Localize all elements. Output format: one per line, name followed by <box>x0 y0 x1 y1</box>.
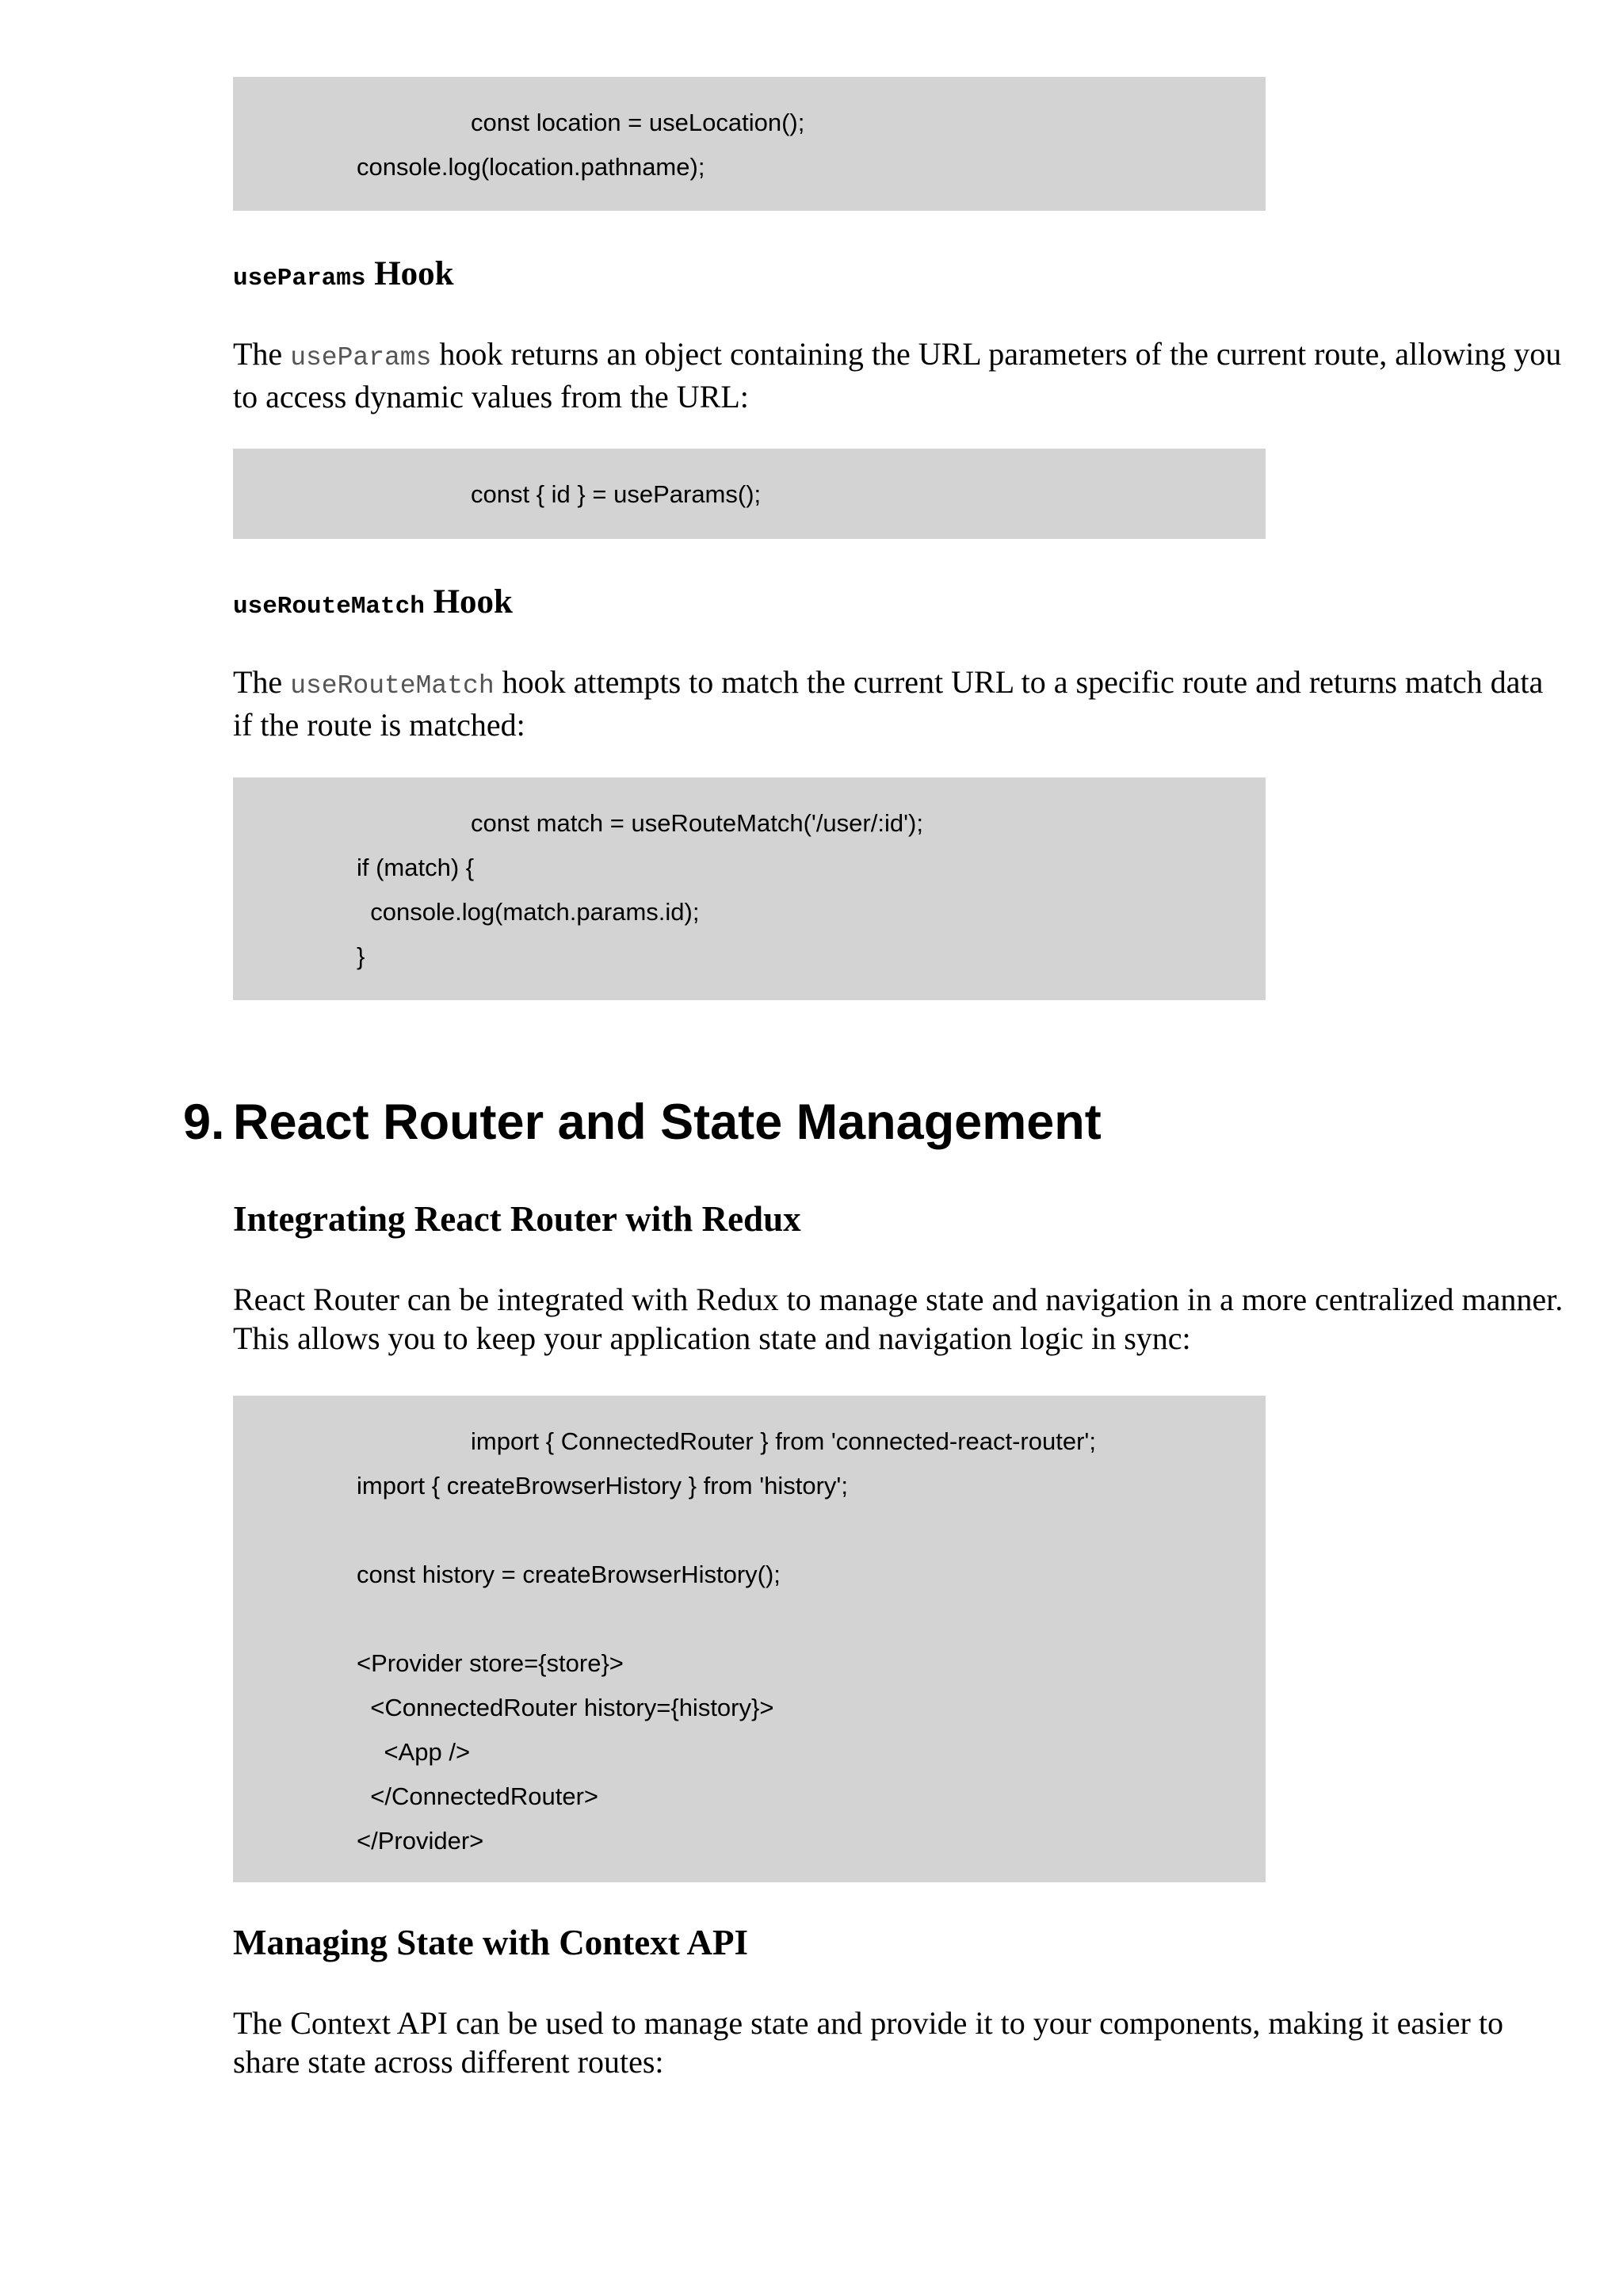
redux-paragraph: React Router can be integrated with Redux to manage state and navigation in a more centralized manner. This allows you to keep your application state and navigation logic in sync: <box>233 1282 1564 1356</box>
context-paragraph: The Context API can be used to manage state and provide it to your components, making it easier to share state across different routes: <box>233 2005 1503 2080</box>
chapter-heading <box>183 1095 1102 1150</box>
code-line <box>357 1597 1266 1641</box>
heading-code: useParams <box>233 265 366 292</box>
code-line: const history = createBrowserHistory(); <box>357 1561 781 1588</box>
code-block-redux <box>233 1396 1266 1882</box>
code-line: console.log(match.params.id); <box>357 898 700 926</box>
code-block-use-params <box>233 449 1266 539</box>
paragraph-text: hook returns an object containing the URL parameters of the current route, allowing you to access dynamic values from the URL: <box>233 336 1562 415</box>
paragraph-text: The <box>233 336 291 372</box>
chapter-number: 9. <box>183 1095 225 1150</box>
chapter-title: React Router and State Management <box>233 1095 1102 1150</box>
heading-word: Hook <box>374 255 454 292</box>
code-line: <App /> <box>357 1738 471 1766</box>
code-line: <Provider store={store}> <box>357 1649 624 1677</box>
redux-section-heading: Integrating React Router with Redux <box>233 1199 801 1239</box>
paragraph-text: hook attempts to match the current URL to a specific route and returns match data if the route is matched: <box>233 664 1544 743</box>
code-line: import { ConnectedRouter } from 'connected-react-router'; <box>471 1427 1096 1455</box>
code-line: const match = useRouteMatch('/user/:id'); <box>471 809 923 837</box>
code-line: const location = useLocation(); <box>471 109 805 136</box>
code-line: import { createBrowserHistory } from 'history'; <box>357 1472 848 1499</box>
inline-code: useRouteMatch <box>290 671 495 701</box>
use-params-paragraph <box>233 334 1564 416</box>
use-route-match-paragraph <box>233 663 1564 744</box>
code-line: </ConnectedRouter> <box>357 1782 599 1810</box>
inline-code: useParams <box>290 343 432 372</box>
code-line <box>357 1508 1266 1553</box>
code-line: } <box>357 942 365 970</box>
code-block-use-route-match <box>233 777 1266 1000</box>
code-line: <ConnectedRouter history={history}> <box>357 1694 774 1721</box>
use-params-heading <box>233 257 454 291</box>
heading-word: Hook <box>433 583 513 621</box>
code-line: console.log(location.pathname); <box>357 153 705 181</box>
context-section-heading: Managing State with Context API <box>233 1923 748 1962</box>
heading-code: useRouteMatch <box>233 593 425 621</box>
use-route-match-heading <box>233 585 513 619</box>
code-line: const { id } = useParams(); <box>471 480 762 508</box>
code-block-use-location <box>233 77 1266 211</box>
paragraph-text: The <box>233 664 291 700</box>
code-line: if (match) { <box>357 854 475 881</box>
code-line: </Provider> <box>357 1827 484 1855</box>
